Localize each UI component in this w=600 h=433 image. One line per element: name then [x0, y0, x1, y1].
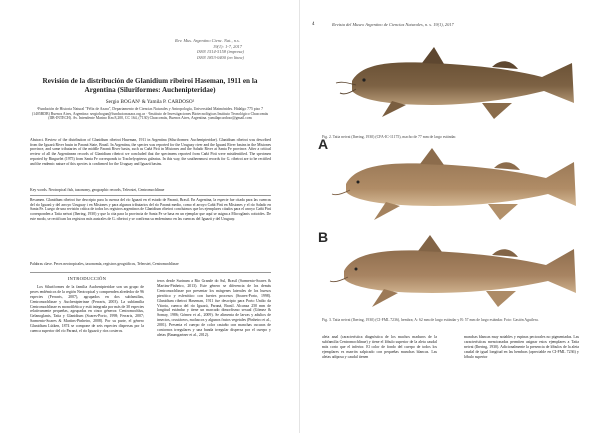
- journal-issn-print: ISSN 1514-5158 (impresa): [197, 49, 244, 55]
- fish-photo-figure-2: [322, 33, 582, 133]
- running-head: Revista del Museo Argentino de Ciencias Naturales, n. s. 19(1), 2017: [332, 22, 454, 27]
- article-authors: Sergio BOGAN¹ & Yamila P. CARDOSO²: [105, 99, 195, 105]
- page-number: 4: [312, 22, 315, 27]
- fish-photo-figure-3a: [322, 140, 582, 227]
- divider: [30, 272, 271, 273]
- body-column-1: [322, 335, 437, 360]
- panel-label-b: B: [318, 229, 329, 245]
- resumen: Resumen. Glanidium ribeiroi fue descripto para la cuenca del río Iguazú en el estado de Paraná, Brasil. En Argentina, la especie fue citada para las cuencas del río Iguazú y del arroyo Uruguay i en Misiones y para algunos tributarios del río Paraná medio, como el arroyo Cañá Pirú en Misiones y el río Salado en Santa Fe. Luego de una revisión crítica de todos los registros argentinos de Glanidium ribeiroi concluimos que los ejemplares citados para el arroyo Cañá Pirú corresponden a Tatia neivai (Ihering, 1930) y que la cita para la provincia de Santa Fe se basa en un ejemplar que aquí se asigna a Microglanis cottoides. De este modo, se rectifican los registros más australes de G. ribeiroi y se confirma su endemismo en las cuencas del Iguazú y del Uruguay.: [30, 198, 271, 221]
- palabras-clave: Palabras clave. Peces neotropicales, taxonomía, registros geográficos, Teleostei, Centromochlinae: [30, 262, 179, 266]
- journal-volume: 19(1): 1-7, 2017: [213, 43, 242, 49]
- body-column-2: [464, 335, 579, 360]
- paragraph: teros desde Surinam a Río Grande do Sul, Brasil (Sarmento-Soares & Martins-Pinheiro, 2013). Este género se diferencia de los demás Centromochlinae por presentar los márgenes laterales de los huesos pterótico y esfenótico con fuertes procesos (Soares-Porto, 1998). Glanidium ribeiroi Haseman, 1911 fue descripto para Porto União da Vitoria, cuenca del río Iguazú, Paraná, Brasil. Alcanza 250 mm de longitud estándar y tiene un marcado dimorfismo sexual (Gómez & Somay, 1986; Gómez et al., 2009). Se alimenta de larvas y adultos de insectos, crustáceos, moluscos y algunos frutos vegetales (Pinheiro et al., 2001). Presenta el cuerpo de color castaño con manchas oscuras de contornos irregulares y una banda irregular dispersa por el cuerpo y aletas (Baumgartner et al., 2012).: [157, 279, 271, 337]
- paragraph: Los Siluriformes de la familia Auchenipteridae son un grupo de peces endémicos de la región Neotropical y comprenden alrededor de 96 especies (Ferraris, 2007), agrupados en dos subfamilias, Centromochlinae y Auchenipterinae (Ferraris, 2003). La subfamilia Centromochlinae es monofilética y está integrada por más de 30 especies relativamente pequeñas, agrupadas en cinco géneros: Centromochlus, Gelanoglanis, Tatia y Glanidium (Soares-Porto, 1998; Ferraris, 2007; Sarmento-Soares & Martins-Pinheiro, 2008). Por su parte, el género Glanidium Lütken, 1874 se compone de seis especies dispersas por la cuenca superior del río Paraná, el río Iguazú y ríos costeros.: [30, 284, 144, 334]
- fish-photo-figure-3b: [322, 225, 582, 313]
- journal-issn-online: ISSN 1853-0400 (en línea): [197, 54, 244, 60]
- paragraph: aleta anal (característica diagnóstica de los machos maduros de la subfamilia Centromochlinae) y tiene el lóbulo superior de la aleta caudal más corto que el inferior. El color de fondo del cuerpo de todos los ejemplares es marrón salpicado con pequeñas manchas blancas. Las aletas adiposa y caudal tienen: [322, 335, 437, 359]
- keywords: Key words. Neotropical fish, taxonomy, geographic records, Teleostei, Centromochlinae: [30, 188, 165, 192]
- panel-label-a: A: [318, 136, 329, 152]
- abstract: Abstract. Review of the distribution of Glanidium ribeiroi Haseman, 1911 in Argentina (Siluriformes: Auchenipteridae). Glanidium ribeiroi was described from the Iguazú River basin in Paraná State, Brazil. In Argentina, the species was reported for the Uruguay river and the Iguazú River basins in the Misiones province, and some tributaries of the middle Paraná River basin, such as Cañá Pirú in Misiones and the Salado River at Santa Fe province. After a critical review of all the Argentinean records of Glanidium ribeiroi we concluded that the specimens reported from Cañá Pirú were misidentified. The specimen reported by Ringuelet (1975) from Santa Fe corresponds to Trachelyopterus galeatus. In this way, the southernmost records for G. ribeiroi are to be rectified and the endemic nature of this species is confirmed for the Uruguay and Iguazú basins.: [30, 138, 271, 166]
- figure-3-caption: Fig. 3. Tatia neivai (Ihering, 1930) (CI-FML 7236), hembra; A: 62 mm de largo estándar y B: 57 mm de largo estándar. Foto: Gastón Aguilera.: [322, 318, 539, 322]
- author-affiliations: ¹Fundación de Historia Natural "Félix de Azara", Departamento de Ciencias Naturales y Antropología, Universidad Maimónides. Hidalgo 775 piso 7 (1405BDB) Buenos Aires, Argentina: sergiobogan@fundacionazara.org.ar · ²Instituto de Investigaciones Biotecnológicas Instituto Tecnológico Chascomús (IIB-INTECH). Av. Intendente Marino Km 8,200, CC 164, (7130) Chascomús, Buenos Aires, Argentina. yamilapcardoso@gmail.com: [31, 107, 269, 121]
- journal-citation: [175, 38, 290, 60]
- divider: [30, 195, 271, 196]
- article-title: Revisión de la distribución de Glanidium ribeiroi Haseman, 1911 en la Argentina (Siluriformes: Auchenipteridae): [42, 77, 258, 94]
- right-page: [300, 0, 600, 433]
- figure-2-caption: Fig. 2. Tatia neivai (Ihering, 1930) (CFA-IC-11175), macho de 77 mm de largo estándar.: [322, 135, 457, 139]
- intro-column-2: [157, 279, 271, 338]
- journal-name: Rev. Mus. Argentino Cienc. Nat., n.s.: [175, 38, 240, 43]
- section-heading: INTRODUCCIÓN: [67, 276, 107, 281]
- intro-column-1: [30, 277, 144, 334]
- paragraph: manchas blancas muy notables y espinas pectorales no pigmentadas. Las características mencionadas permiten asignar estos ejemplares a Tatia neivai (Ihering, 1930). Adicionalmente la presencia de lóbulos de la aleta caudal de igual longitud en las hembras (apreciable en CI-FML 7236) y lóbulo superior: [464, 335, 579, 359]
